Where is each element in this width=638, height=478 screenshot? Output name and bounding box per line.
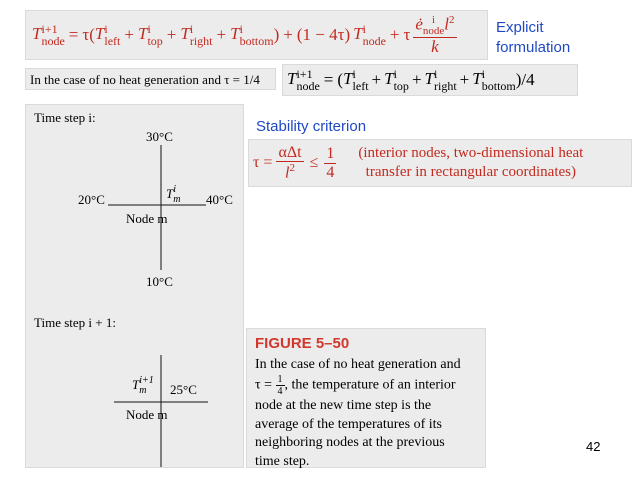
right-temperature: 40°C [206,192,233,207]
stability-criterion-label: Stability criterion [256,118,367,135]
term-node: T i node [353,22,386,48]
page-number: 42 [586,439,601,454]
no-generation-case-box [25,68,276,90]
plus-sign: + [124,25,134,44]
figure-caption-title: FIGURE 5–50 [255,335,350,352]
label-line: Explicit [496,19,544,36]
close-paren-divide: )/4 [515,70,535,89]
bound-fraction: $\frac{1}{4}$ [326,144,335,181]
factor-term: (1 − 4τ) [296,25,351,44]
tau-symbol: τ [82,25,90,44]
stability-note: (interior nodes, two-dimensional heat transfer in rectangular coordinates) [358,145,584,180]
node-temperature-i: T i m [166,184,181,205]
no-generation-equation-box [282,64,578,96]
term-top: T i top [137,22,163,48]
left-temperature: 20°C [78,192,105,207]
tau-equals: τ = [253,154,273,171]
tau-symbol: τ [403,25,411,44]
caption-line: node at the new time step is the [255,398,432,413]
explicit-equation-box [25,10,488,60]
figure-panel [25,104,244,468]
time-step-i1-label: Time step i + 1: [34,315,116,330]
explicit-formulation-label [496,18,570,58]
stability-criterion-box [248,139,632,187]
term-right: T i right [180,22,213,48]
term-bottom: T i bottom [230,22,274,48]
plus-sign: + [371,70,382,89]
plus-sign: + [283,25,293,44]
plus-sign: + [216,25,227,44]
ng-term-bottom: T i bottom [472,67,516,93]
caption-line: time step. [255,453,310,469]
plus-sign: + [411,70,422,89]
bottom-temperature: 10°C [146,274,173,289]
new-temperature-value: 25°C [170,382,197,397]
plus-sign: + [166,25,177,44]
node-temperature-i1: T i+1 m [132,375,154,396]
caption-line: neighboring nodes at the previous [255,435,445,450]
open-paren: ( [337,70,344,89]
ng-term-right: T i right [424,67,457,93]
open-paren: ( [89,25,95,44]
figure-caption-box [246,328,486,468]
node-m-label: Node m [126,211,168,226]
label-line: formulation [496,39,571,56]
caption-line: In the case of no heat generation and [255,356,461,372]
time-step-i-label: Time step i: [34,110,96,125]
generation-fraction: ė i node $l^2$ k [415,13,455,56]
node-m-label-2: Node m [126,407,168,422]
ng-lhs: T i+1 node [287,67,320,93]
close-paren: ) [273,25,280,44]
top-temperature: 30°C [146,129,173,144]
caption-line: τ = $\frac{1}{4}$ , the temperature of an interior [255,374,456,397]
stability-fraction: $\frac{\text{αΔt}}{l^2}$ [278,143,302,182]
plus-sign: + [459,70,470,89]
equals-sign: = [323,70,334,89]
equals-sign: = [68,25,79,44]
term-left: T i left [94,22,121,48]
ng-term-top: T i top [384,67,409,93]
ng-term-left: T i left [343,67,369,93]
explicit-lhs: T i+1 node [32,22,65,48]
leq-sign: ≤ [309,154,319,171]
no-generation-case-text: In the case of no heat generation and τ = 1/4 [30,72,260,87]
plus-sign: + [389,25,400,44]
caption-line: average of the temperatures of its [255,416,442,432]
